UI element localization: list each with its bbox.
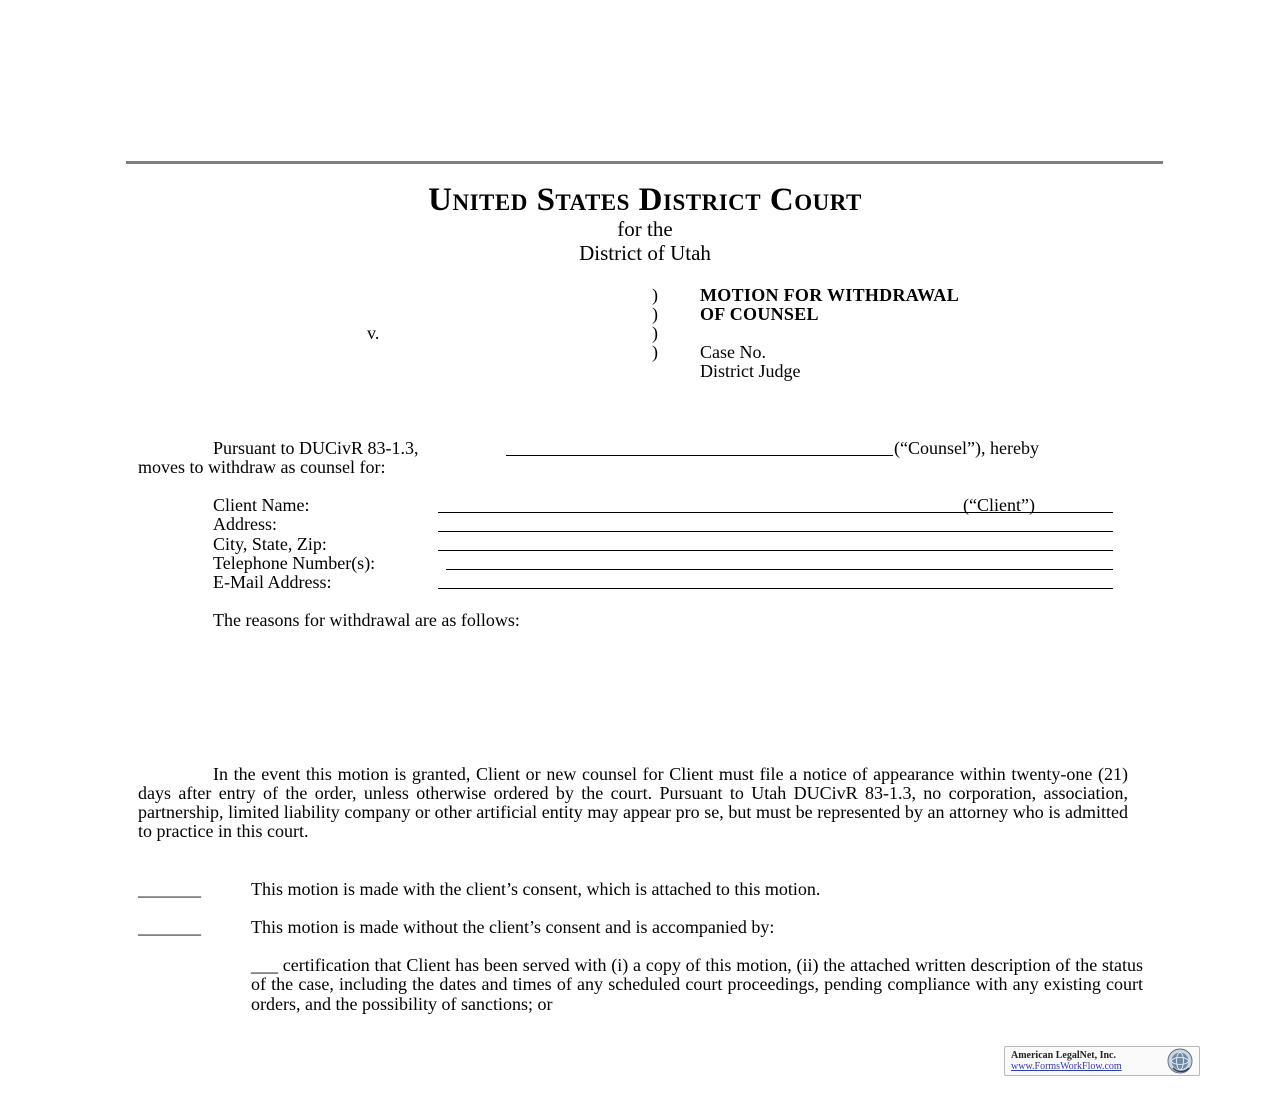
moves-text: moves to withdraw as counsel for: xyxy=(138,457,386,477)
certification-blank[interactable]: ___ xyxy=(251,955,278,975)
caption-paren-4: ) xyxy=(652,342,658,362)
district-judge-label: District Judge xyxy=(700,361,801,381)
no-consent-checkbox-blank[interactable]: _______ xyxy=(138,917,201,937)
caption-versus: v. xyxy=(367,323,380,343)
caption-paren-1: ) xyxy=(652,285,658,305)
globe-logo-icon xyxy=(1167,1048,1193,1074)
caption-paren-3: ) xyxy=(652,323,658,343)
telephone-label: Telephone Number(s): xyxy=(213,553,376,573)
with-consent-text: This motion is made with the client’s consent, which is attached to this motion. xyxy=(251,879,821,899)
motion-title-line2: OF COUNSEL xyxy=(700,304,819,324)
city-state-zip-blank[interactable] xyxy=(438,550,1113,551)
address-label: Address: xyxy=(213,514,277,534)
telephone-blank[interactable] xyxy=(446,569,1113,570)
american-legalnet-badge[interactable] xyxy=(1004,1046,1200,1076)
reasons-label: The reasons for withdrawal are as follows: xyxy=(213,610,520,630)
case-number-label: Case No. xyxy=(700,342,766,362)
client-name-label: Client Name: xyxy=(213,495,310,515)
counsel-suffix: (“Counsel”), hereby xyxy=(894,438,1039,458)
certification-text: certification that Client has been served with (i) a copy of this motion, (ii) the attached written description of the status of the case, including the dates and times of any scheduled court proceedings, pending compliance with any existing court orders, and the possibility of sanctions; or xyxy=(251,955,1143,1014)
court-for-the: for the xyxy=(617,217,673,241)
court-district: District of Utah xyxy=(579,241,711,265)
header-rule xyxy=(126,161,1163,164)
counsel-name-blank[interactable] xyxy=(506,455,893,456)
city-state-zip-label: City, State, Zip: xyxy=(213,534,327,554)
email-label: E-Mail Address: xyxy=(213,572,332,592)
pursuant-text: Pursuant to DUCivR 83-1.3, xyxy=(213,438,419,458)
email-blank[interactable] xyxy=(438,588,1113,589)
consent-checkbox-blank[interactable]: _______ xyxy=(138,879,201,899)
badge-company-name: American LegalNet, Inc. xyxy=(1011,1050,1116,1061)
client-suffix: (“Client”) xyxy=(963,495,1035,515)
without-consent-text: This motion is made without the client’s consent and is accompanied by: xyxy=(251,917,775,937)
caption-paren-2: ) xyxy=(652,304,658,324)
motion-title-line1: MOTION FOR WITHDRAWAL xyxy=(700,285,959,305)
address-blank[interactable] xyxy=(438,531,1113,532)
certification-paragraph xyxy=(251,956,1143,1014)
court-title: United States District Court xyxy=(428,182,862,218)
notice-paragraph: In the event this motion is granted, Client or new counsel for Client must file a notice of appearance within twenty-one (21) days after entry of the order, unless otherwise ordered by the court. Pursuant to Utah DUCivR 83-1.3, no corporation, association, partnership, limited liability company or other artificial entity may appear pro se, but must be represented by an attorney who is admitted to practice in this court. xyxy=(138,764,1128,841)
badge-url-link[interactable]: www.FormsWorkFlow.com xyxy=(1011,1061,1122,1072)
